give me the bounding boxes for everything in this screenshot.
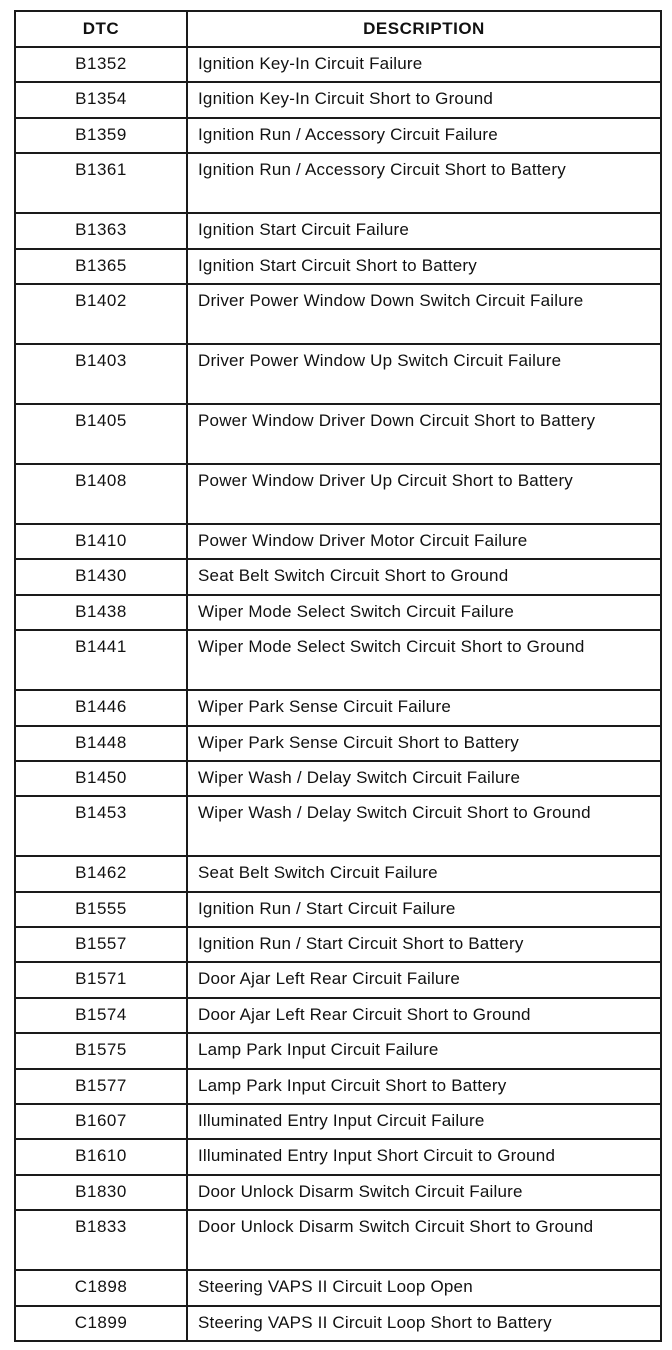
dtc-description-cell: Door Unlock Disarm Switch Circuit Failure: [187, 1175, 661, 1210]
dtc-code-cell: B1430: [15, 559, 187, 594]
dtc-code-cell: B1610: [15, 1139, 187, 1174]
table-row: [15, 559, 661, 594]
dtc-description-cell: Power Window Driver Up Circuit Short to Battery: [187, 464, 661, 524]
table-row: [15, 892, 661, 927]
dtc-code-cell: B1403: [15, 344, 187, 404]
dtc-code-cell: B1410: [15, 524, 187, 559]
dtc-code-cell: B1462: [15, 856, 187, 891]
table-row: [15, 962, 661, 997]
dtc-code-cell: B1352: [15, 47, 187, 82]
dtc-code-cell: B1365: [15, 249, 187, 284]
table-row: [15, 856, 661, 891]
table-row: [15, 464, 661, 524]
dtc-description-cell: Steering VAPS II Circuit Loop Open: [187, 1270, 661, 1305]
table-row: [15, 1104, 661, 1139]
table-row: [15, 761, 661, 796]
table-row: [15, 796, 661, 856]
table-row: [15, 153, 661, 213]
dtc-description-cell: Seat Belt Switch Circuit Short to Ground: [187, 559, 661, 594]
dtc-description-cell: Ignition Key-In Circuit Failure: [187, 47, 661, 82]
dtc-description-cell: Wiper Wash / Delay Switch Circuit Short to Ground: [187, 796, 661, 856]
table-row: [15, 213, 661, 248]
dtc-code-cell: B1557: [15, 927, 187, 962]
dtc-code-cell: B1438: [15, 595, 187, 630]
dtc-code-cell: B1363: [15, 213, 187, 248]
dtc-code-cell: B1607: [15, 1104, 187, 1139]
dtc-code-cell: B1359: [15, 118, 187, 153]
dtc-code-cell: B1575: [15, 1033, 187, 1068]
dtc-description-cell: Driver Power Window Down Switch Circuit Failure: [187, 284, 661, 344]
table-row: [15, 249, 661, 284]
dtc-description-cell: Wiper Mode Select Switch Circuit Short to Ground: [187, 630, 661, 690]
table-row: [15, 1033, 661, 1068]
dtc-description-cell: Ignition Start Circuit Failure: [187, 213, 661, 248]
dtc-code-cell: C1899: [15, 1306, 187, 1341]
dtc-code-cell: B1555: [15, 892, 187, 927]
table-row: [15, 1306, 661, 1341]
dtc-description-cell: Illuminated Entry Input Circuit Failure: [187, 1104, 661, 1139]
dtc-table: [14, 10, 662, 1342]
dtc-description-cell: Door Unlock Disarm Switch Circuit Short to Ground: [187, 1210, 661, 1270]
table-body: [15, 47, 661, 1341]
table-row: [15, 726, 661, 761]
description-column-header: DESCRIPTION: [187, 11, 661, 47]
table-row: [15, 284, 661, 344]
dtc-description-cell: Ignition Run / Start Circuit Failure: [187, 892, 661, 927]
dtc-description-cell: Ignition Key-In Circuit Short to Ground: [187, 82, 661, 117]
table-header: [15, 11, 661, 47]
dtc-code-cell: B1402: [15, 284, 187, 344]
dtc-description-cell: Ignition Run / Start Circuit Short to Battery: [187, 927, 661, 962]
dtc-code-cell: B1453: [15, 796, 187, 856]
table-row: [15, 998, 661, 1033]
table-row: [15, 118, 661, 153]
table-row: [15, 690, 661, 725]
dtc-description-cell: Ignition Run / Accessory Circuit Short to Battery: [187, 153, 661, 213]
dtc-description-cell: Ignition Run / Accessory Circuit Failure: [187, 118, 661, 153]
dtc-description-cell: Wiper Park Sense Circuit Short to Battery: [187, 726, 661, 761]
dtc-description-cell: Wiper Wash / Delay Switch Circuit Failure: [187, 761, 661, 796]
table-row: [15, 47, 661, 82]
dtc-description-cell: Door Ajar Left Rear Circuit Failure: [187, 962, 661, 997]
dtc-code-cell: B1441: [15, 630, 187, 690]
dtc-description-cell: Wiper Mode Select Switch Circuit Failure: [187, 595, 661, 630]
dtc-description-cell: Illuminated Entry Input Short Circuit to Ground: [187, 1139, 661, 1174]
dtc-column-header: DTC: [15, 11, 187, 47]
dtc-code-cell: B1446: [15, 690, 187, 725]
dtc-code-cell: B1833: [15, 1210, 187, 1270]
dtc-description-cell: Power Window Driver Down Circuit Short to Battery: [187, 404, 661, 464]
dtc-description-cell: Wiper Park Sense Circuit Failure: [187, 690, 661, 725]
dtc-code-cell: B1448: [15, 726, 187, 761]
table-row: [15, 82, 661, 117]
table-row: [15, 1175, 661, 1210]
dtc-description-cell: Driver Power Window Up Switch Circuit Failure: [187, 344, 661, 404]
table-row: [15, 1139, 661, 1174]
dtc-code-cell: B1577: [15, 1069, 187, 1104]
table-row: [15, 1069, 661, 1104]
header-row: [15, 11, 661, 47]
table-row: [15, 927, 661, 962]
dtc-code-cell: B1450: [15, 761, 187, 796]
dtc-description-cell: Steering VAPS II Circuit Loop Short to Battery: [187, 1306, 661, 1341]
dtc-code-cell: B1830: [15, 1175, 187, 1210]
dtc-description-cell: Lamp Park Input Circuit Short to Battery: [187, 1069, 661, 1104]
dtc-description-cell: Ignition Start Circuit Short to Battery: [187, 249, 661, 284]
table-row: [15, 524, 661, 559]
dtc-code-cell: B1361: [15, 153, 187, 213]
dtc-code-cell: B1354: [15, 82, 187, 117]
dtc-code-cell: B1574: [15, 998, 187, 1033]
dtc-code-cell: B1408: [15, 464, 187, 524]
table-row: [15, 630, 661, 690]
dtc-code-cell: B1571: [15, 962, 187, 997]
dtc-description-cell: Power Window Driver Motor Circuit Failure: [187, 524, 661, 559]
dtc-description-cell: Door Ajar Left Rear Circuit Short to Ground: [187, 998, 661, 1033]
dtc-code-cell: C1898: [15, 1270, 187, 1305]
table-row: [15, 595, 661, 630]
table-row: [15, 1210, 661, 1270]
dtc-description-cell: Seat Belt Switch Circuit Failure: [187, 856, 661, 891]
table-row: [15, 1270, 661, 1305]
dtc-code-cell: B1405: [15, 404, 187, 464]
table-row: [15, 344, 661, 404]
dtc-description-cell: Lamp Park Input Circuit Failure: [187, 1033, 661, 1068]
table-row: [15, 404, 661, 464]
